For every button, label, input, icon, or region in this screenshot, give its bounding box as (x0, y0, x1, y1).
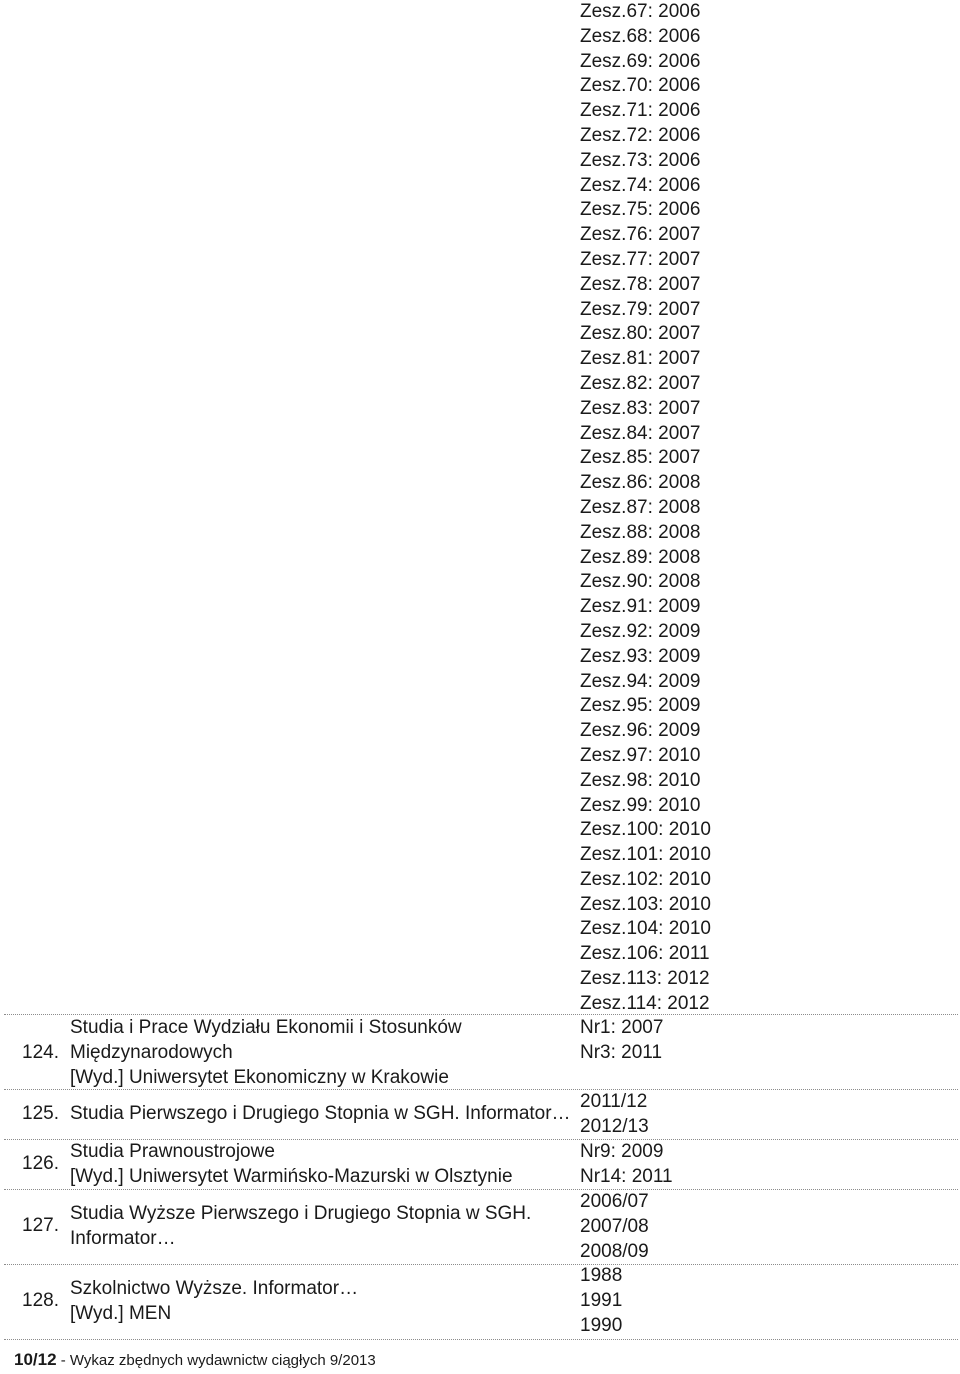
entry-title: Studia Wyższe Pierwszego i Drugiego Stopnia w SGH. Informator… (70, 1203, 532, 1249)
issue-entry: Zesz.88: 2008 (580, 521, 701, 543)
issue-entry: Zesz.71: 2006 (580, 100, 701, 122)
issue-entry: Zesz.84: 2007 (580, 422, 701, 444)
issue-entry: Zesz.83: 2007 (580, 397, 701, 419)
issue-entry: Zesz.106: 2011 (580, 943, 710, 965)
issue-entry: Zesz.89: 2008 (580, 546, 701, 568)
entry-number: 127. (22, 1215, 59, 1236)
issue-entry: Zesz.100: 2010 (580, 819, 711, 841)
issue-entry: Zesz.101: 2010 (580, 844, 711, 866)
row-divider (4, 1339, 958, 1340)
entry-number: 128. (22, 1290, 59, 1311)
issue-entry: Zesz.79: 2007 (580, 298, 701, 320)
page-number: 10/12 (14, 1350, 57, 1369)
entry-holdings: 2006/07 2007/08 2008/09 (580, 1191, 649, 1262)
entry-holdings: Nr9: 2009 Nr14: 2011 (580, 1141, 673, 1187)
issue-entry: Zesz.92: 2009 (580, 620, 701, 642)
footer-text: - Wykaz zbędnych wydawnictw ciągłych 9/2013 (56, 1352, 376, 1369)
entry-holdings: 1988 1991 1990 (580, 1265, 623, 1336)
issue-entry: Zesz.70: 2006 (580, 75, 701, 97)
issue-entry: Zesz.99: 2010 (580, 794, 701, 816)
row-divider (4, 1264, 958, 1265)
entry-title: Studia Prawnoustrojowe [Wyd.] Uniwersytet Warmińsko-Mazurski w Olsztynie (70, 1141, 513, 1187)
issue-entry: Zesz.77: 2007 (580, 248, 701, 270)
issue-entry: Zesz.97: 2010 (580, 744, 701, 766)
issue-entry: Zesz.69: 2006 (580, 50, 701, 72)
row-divider (4, 1189, 958, 1190)
issue-entry: Zesz.113: 2012 (580, 968, 710, 990)
issue-entry: Zesz.104: 2010 (580, 918, 711, 940)
issue-entry: Zesz.95: 2009 (580, 695, 701, 717)
entry-number: 124. (22, 1042, 59, 1063)
issue-entry: Zesz.68: 2006 (580, 25, 701, 47)
issue-entry: Zesz.94: 2009 (580, 670, 701, 692)
issue-entry: Zesz.90: 2008 (580, 571, 701, 593)
entry-number: 126. (22, 1153, 59, 1174)
entry-title: Studia Pierwszego i Drugiego Stopnia w SGH. Informator… (70, 1103, 571, 1124)
row-divider (4, 1014, 958, 1015)
issue-entry: Zesz.93: 2009 (580, 645, 701, 667)
entry-number: 125. (22, 1103, 59, 1124)
issue-entry: Zesz.76: 2007 (580, 224, 701, 246)
issue-entry: Zesz.102: 2010 (580, 868, 711, 890)
row-divider (4, 1089, 958, 1090)
issue-entry: Zesz.86: 2008 (580, 472, 701, 494)
entry-holdings: Nr1: 2007 Nr3: 2011 (580, 1017, 664, 1063)
issue-entry: Zesz.103: 2010 (580, 893, 711, 915)
entry-title: Studia i Prace Wydziału Ekonomii i Stosunków Międzynarodowych [Wyd.] Uniwersytet Ekonomiczny w Krakowie (70, 1017, 462, 1088)
issue-entry: Zesz.74: 2006 (580, 174, 701, 196)
issue-entry: Zesz.81: 2007 (580, 348, 701, 370)
issue-entry: Zesz.87: 2008 (580, 496, 701, 518)
issue-entry: Zesz.91: 2009 (580, 596, 701, 618)
issue-entry: Zesz.78: 2007 (580, 273, 701, 295)
issue-entry: Zesz.80: 2007 (580, 323, 701, 345)
issue-entry: Zesz.72: 2006 (580, 124, 701, 146)
entry-holdings: 2011/12 2012/13 (580, 1091, 649, 1137)
issue-entry: Zesz.67: 2006 (580, 1, 701, 22)
continued-issue-list (580, 0, 780, 1017)
issue-entry: Zesz.73: 2006 (580, 149, 701, 171)
issue-entry: Zesz.96: 2009 (580, 720, 701, 742)
issue-entry: Zesz.98: 2010 (580, 769, 701, 791)
entry-title: Szkolnictwo Wyższe. Informator… [Wyd.] MEN (70, 1278, 359, 1324)
issue-entry: Zesz.85: 2007 (580, 447, 701, 469)
issue-entry: Zesz.75: 2006 (580, 199, 701, 221)
page-footer (14, 1350, 376, 1370)
issue-entry: Zesz.82: 2007 (580, 372, 701, 394)
issue-entry: Zesz.114: 2012 (580, 992, 710, 1014)
